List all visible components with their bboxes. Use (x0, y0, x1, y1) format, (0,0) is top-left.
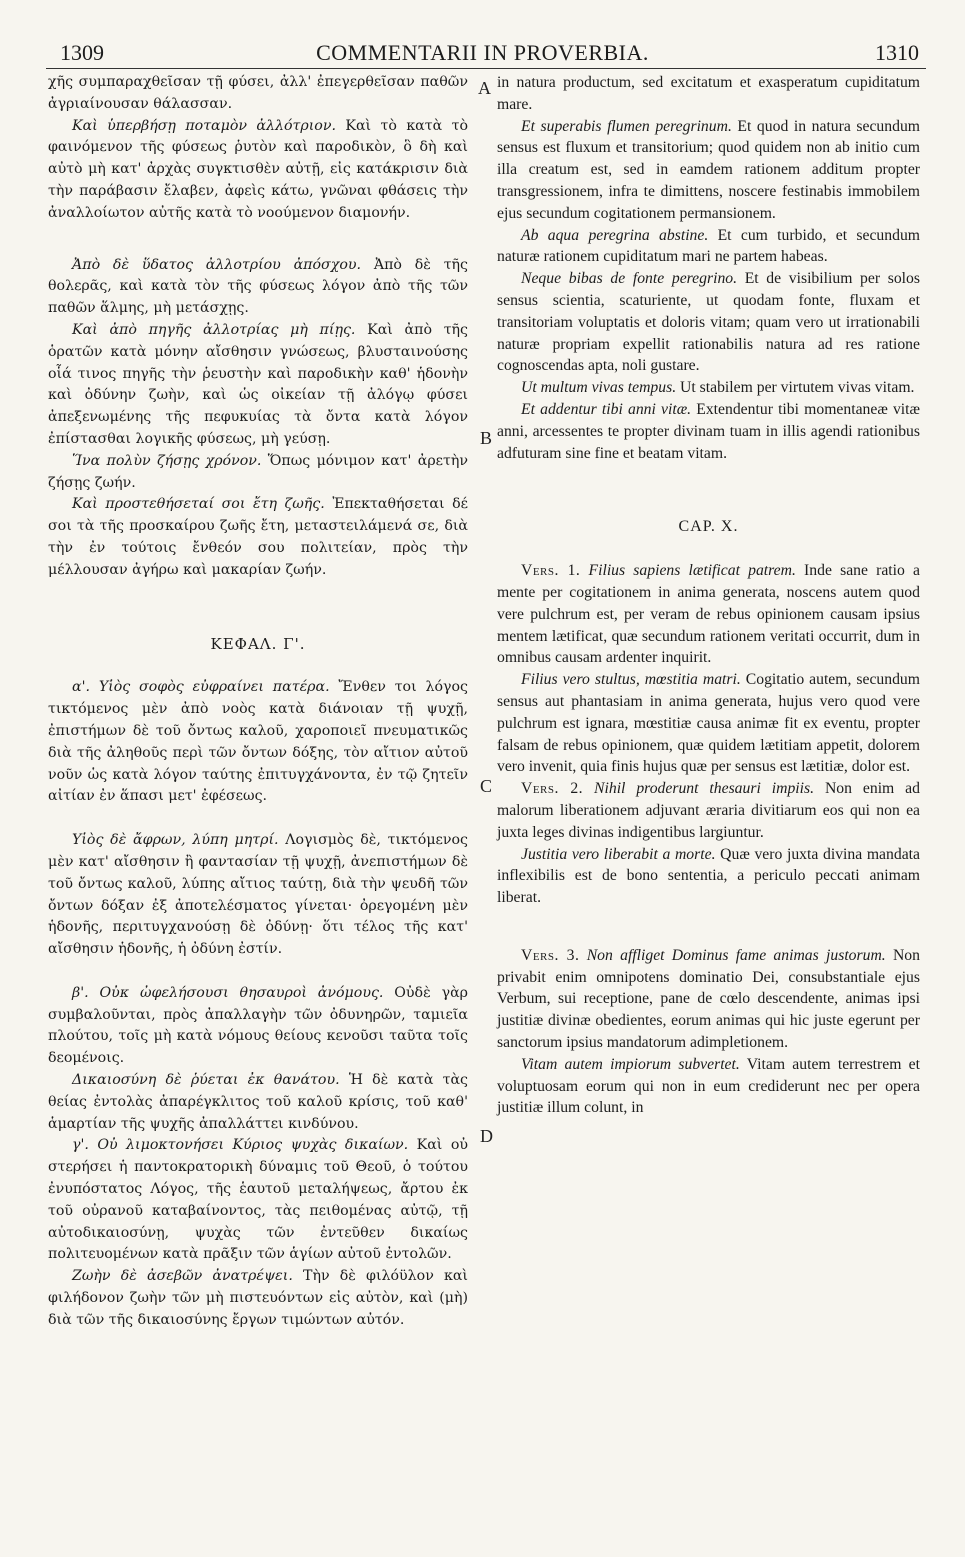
latin-verse: Vitam autem impiorum subvertet. Vitam autem terrestrem et voluptuosam eorum qui non in eum crediderunt nec per opera justitiæ illum colunt, in (497, 1055, 920, 1117)
section-marker-d: D (480, 1126, 493, 1146)
chapter-heading-greek: ΚΕΦΑΛ. Γ'. (210, 634, 306, 653)
page-number-left: 1309 (60, 40, 104, 65)
latin-paragraph: Neque bibas de fonte peregrino. Et de visibilium per solos sensus scientia, scaturiente, ut quodam fonte, fluxam et transitoriam voluptatis et doloris vitam; quam vero ut irrationabili naturæ propriam expellit rationabilis natura ad res ratione cognoscendas apta, noli gustare. (497, 270, 920, 375)
greek-lemma: Ἵνα πολὺν ζήσῃς χρόνον. (72, 452, 262, 469)
latin-lemma: Et superabis flumen peregrinum. (521, 117, 732, 135)
latin-verse: Vers. 1. Filius sapiens lætificat patrem. Inde sane ratio a mente per cogitationem in anima generata, noscens autem quod vere pulchrum est, per veram de rebus opinionem causam ipsius mentem lætificat, quæ secundum rationem veritati occurrit, dum in omnibus causam ardenter inquirit. (497, 562, 920, 667)
greek-paragraph: χῆς συμπαραχθεῖσαν τῇ φύσει, ἀλλ' ἐπεγερθεῖσαν παθῶν ἀγριαίνουσαν θάλασσαν. (48, 74, 468, 112)
greek-lemma: Καὶ προστεθήσεταί σοι ἔτη ζωῆς. (72, 496, 325, 513)
latin-column (497, 72, 920, 1119)
greek-column (48, 72, 468, 1332)
greek-lemma: Καὶ ὑπερβήσῃ ποταμὸν ἀλλότριον. (72, 117, 336, 134)
running-header (40, 34, 925, 68)
latin-verse: Filius vero stultus, mœstitia matri. Cogitatio autem, secundum sensus aut phantasiam in anima generata, hujus vero quod vere pulchrum est ignara, mœstitiæ causa animæ fit ex eventu, propter falsam de rebus opinionem, quæ quidem lætitiam appetit, dolorem vero invenit, quia finis hujus quæ per sensus est lætitiæ, dolor est. (497, 671, 920, 776)
greek-verse: γ'. Οὐ λιμοκτονήσει Κύριος ψυχὰς δικαίων. Καὶ οὐ στερήσει ἡ παντοκρατορικὴ δύναμις τοῦ Θεοῦ, ὁ τούτου ἐνυπόστατος Λόγος, τῆς ἑαυτοῦ μεταλήψεως, ἄρτου ἐκ τοῦ οὐρανοῦ καταβαίνοντος, τὰς πειθομένας αὐτῷ, τῇ αὐτοδικαιοσύνῃ, ψυχὰς τῶν ἐντεῦθεν δικαίως πολιτευομένων κατὰ πρᾶξιν τῶν ἁγίων αὐτοῦ ἐντολῶν. (48, 1137, 468, 1263)
greek-paragraph: Καὶ προστεθήσεταί σοι ἔτη ζωῆς. Ἐπεκταθήσεται δέ σοι τὰ τῆς προσκαίρου ζωῆς ἔτη, μεταστειλάμενά σε, διὰ τὴν ἐν τούτοις ἔνθεόν σου πολιτείαν, πρὸς τὴν μέλλουσαν ἀγήρω καὶ μακαρίαν ζωήν. (48, 496, 469, 578)
greek-verse: Υἱὸς δὲ ἄφρων, λύπη μητρί. Λογισμὸς δὲ, τικτόμενος μὲν κατ' αἴσθησιν ἢ φαντασίαν τῇ ψυχῇ, ἀνεπιστήμων δὲ τοῦ ὄντως καλοῦ, λύπης αἴτιος ταύτῃ, διὰ τὴν ψευδῆ τῶν ὄντων δόξαν ἐξ ἀποτελέσματος γίνεται· ὀρεγομένη μὲν ἡδονῆς, περιτυγχανούσῃ δὲ ὀδύνῃ· ὅτι τέλος τῆς κατ' αἴσθησιν ἡδονῆς, ἡ ὀδύνη ἐστίν. (48, 832, 468, 958)
latin-paragraph: Et superabis flumen peregrinum. Et quod in natura secundum sensus est fluxum et transitorium; quod quidem non ab initio cum illa creatum est, sed in eamdem rationem additum propter transgressionem, infra te dimittens, noscere festinabis immobilem ejus secundum cogitationem permansionem. (497, 117, 920, 222)
greek-lemma: β'. Οὐκ ὠφελήσουσι θησαυροὶ ἀνόμους. (72, 984, 384, 1001)
latin-lemma: Filius vero stultus, mœstitia matri. (521, 671, 741, 689)
greek-lemma: Ζωὴν δὲ ἀσεβῶν ἀνατρέψει. (72, 1268, 293, 1285)
greek-lemma: Υἱὸς δὲ ἄφρων, λύπη μητρί. (72, 832, 279, 849)
chapter-heading-latin: CAP. X. (678, 518, 739, 536)
greek-paragraph: Καὶ ὑπερβήσῃ ποταμὸν ἀλλότριον. Καὶ τὸ κατὰ τὸ φαινόμενον τῆς φύσεως ῥυτὸν καὶ παροδικὸν, ὃ δὴ καὶ αὐτὸ μὴ κατ' ἀρχὰς συγκτισθὲν αὐτῇ, εἰς κατάκρισιν διὰ τὴν παράβασιν ἔλαβεν, ἀφεὶς κάτω, γνῶναι φθάσεις τὴν ἀναλλοίωτον αὐτῆς κατὰ τὸ νοούμενον διαμονήν. (48, 117, 468, 221)
latin-lemma: Vitam autem impiorum subvertet. (521, 1055, 740, 1073)
greek-verse: β'. Οὐκ ὠφελήσουσι θησαυροὶ ἀνόμους. Οὐδὲ γὰρ συμβαλοῦνται, πρὸς ἀπαλλαγὴν τῶν ὀδυνηρῶν, ταμιεῖα πλούτου, τοῖς μὴ κατὰ νόμους θείους κενοῦσι ταῦτα τοῖς δεομένοις. (48, 984, 468, 1067)
latin-lemma: Et addentur tibi anni vitæ. (521, 400, 692, 418)
latin-paragraph: in natura productum, sed excitatum et exasperatum cupiditatum mare. (497, 74, 920, 113)
section-marker-c: C (480, 776, 493, 796)
section-marker-a: A (478, 78, 491, 98)
section-marker-b: B (480, 428, 493, 448)
latin-verse: Vers. 2. Nihil proderunt thesauri impiis. Non enim ad malorum liberationem adjuvant æraria divitiarum eos qui non ea juxta leges divinas indigentibus largiuntur. (497, 780, 920, 841)
latin-lemma: Ab aqua peregrina abstine. (521, 226, 709, 244)
latin-paragraph: Ut multum vivas tempus. Ut stabilem per virtutem vivas vitam. (521, 379, 915, 397)
latin-lemma: Ut multum vivas tempus. (521, 379, 677, 397)
greek-lemma: Δικαιοσύνη δὲ ῥύεται ἐκ θανάτου. (72, 1072, 340, 1089)
page-number-right: 1310 (875, 40, 919, 65)
latin-lemma: Nihil proderunt thesauri impiis. (583, 780, 815, 798)
greek-lemma: Καὶ ἀπὸ πηγῆς ἀλλοτρίας μὴ πίῃς. (72, 321, 356, 338)
greek-verse: Ζωὴν δὲ ἀσεβῶν ἀνατρέψει. Τὴν δὲ φιλόϋλον καὶ φιλήδονον ζωὴν τῶν μὴ πιστευόντων εἰς αὐτὸν, καὶ (μὴ) διὰ τῶν τῆς δικαιοσύνης ἔργων τιμώντων αὐτόν. (48, 1268, 468, 1328)
greek-verse: Δικαιοσύνη δὲ ῥύεται ἐκ θανάτου. Ἡ δὲ κατὰ τὰς θείας ἐντολὰς ἀπαρέγκλιτος τοῦ καλοῦ κρίσις, τοῦ καθ' ἁμαρτίαν τῆς ψυχῆς ἀπαλλάττει κινδύνου. (48, 1072, 468, 1132)
latin-verse: Vers. 3. Non affliget Dominus fame animas justorum. Non privabit enim omnipotens dominatio Dei, consubstantiale ejus Verbum, sui receptione, pane de cœlo descendente, animas ipsi justitiæ divinæ obedientes, eorum animas qui hic juste egerunt per sanctorum ipsius mandatorum adimpletionem. (497, 946, 920, 1052)
greek-lemma: γ'. Οὐ λιμοκτονήσει Κύριος ψυχὰς δικαίων. (72, 1137, 409, 1154)
latin-lemma: Justitia vero liberabit a morte. (521, 845, 716, 863)
verse-label: Vers. 3. (521, 946, 580, 964)
header-rule (46, 68, 926, 69)
verse-label: Vers. 2. (521, 780, 584, 798)
latin-lemma: Non affliget Dominus fame animas justorum. (579, 946, 886, 964)
greek-paragraph: Ἀπὸ δὲ ὕδατος ἀλλοτρίου ἀπόσχου. Ἀπὸ δὲ τῆς θολερᾶς, καὶ κατὰ τὸν τῆς φύσεως λόγον ἀπὸ τῆς τῶν παθῶν ἅλμης, μὴ μετάσχῃς. (48, 256, 468, 317)
running-title: COMMENTARII IN PROVERBIA. (316, 40, 649, 65)
verse-label: Vers. 1. (521, 562, 581, 580)
latin-lemma: Neque bibas de fonte peregrino. (521, 270, 738, 288)
greek-lemma: α'. Υἱὸς σοφὸς εὐφραίνει πατέρα. (72, 679, 330, 696)
latin-verse: Justitia vero liberabit a morte. Quæ vero juxta divina mandata inflexibilis est de bono sententia, a periculo peccati animam liberat. (497, 845, 920, 907)
greek-paragraph: Ἵνα πολὺν ζήσῃς χρόνον. Ὅπως μόνιμον κατ' ἀρετὴν ζήσῃς ζωήν. (48, 452, 468, 491)
latin-lemma: Filius sapiens lætificat patrem. (580, 562, 796, 580)
greek-verse: α'. Υἱὸς σοφὸς εὐφραίνει πατέρα. Ἔνθεν τοι λόγος τικτόμενος μὲν ἀπὸ νοὸς κατὰ διάνοιαν τῇ ψυχῇ, ἐπιστήμων δὲ τοῦ ὄντως καλοῦ, χαροποιεῖ πνευματικῶς διὰ τῆς ἀληθοῦς περὶ τῶν ὄντων δόξης, τὸν αἴτιον αὐτοῦ νοῦν ὡς κατὰ λόγον ταύτης ἐπιτυγχάνοντα, ἐν τῷ ζητεῖν αἰτίαν ἐν ἅπασι μετ' ἐφέσεως. (48, 679, 468, 805)
greek-lemma: Ἀπὸ δὲ ὕδατος ἀλλοτρίου ἀπόσχου. (72, 256, 362, 273)
latin-paragraph: Et addentur tibi anni vitæ. Extendentur tibi momentaneæ vitæ anni, arcessentes te propter divinam tuam in illis agendi rationibus adfuturam sine fine et beatam vitam. (497, 400, 920, 462)
latin-paragraph: Ab aqua peregrina abstine. Et cum turbido, et secundum naturæ rationem cupiditatum mari ne partem habeas. (497, 226, 920, 266)
greek-paragraph: Καὶ ἀπὸ πηγῆς ἀλλοτρίας μὴ πίῃς. Καὶ ἀπὸ τῆς ὁρατῶν κατὰ μόνην αἴσθησιν γνώσεως, βλυσταινούσης οἷά τινος πηγῆς τὴν ῥευστὴν καὶ παροδικὴν καθ' ἡδονὴν καὶ ὀδύνην ζωὴν, καὶ ὡς οἰκείαν τῇ ἀλόγῳ φύσει ἀπεξενωμένης τῆς πεφυκυίας τὰ ὄντα κατὰ λόγον ἐπίστασθαι λογικῆς φύσεως, μὴ γεύσῃ. (48, 321, 468, 447)
